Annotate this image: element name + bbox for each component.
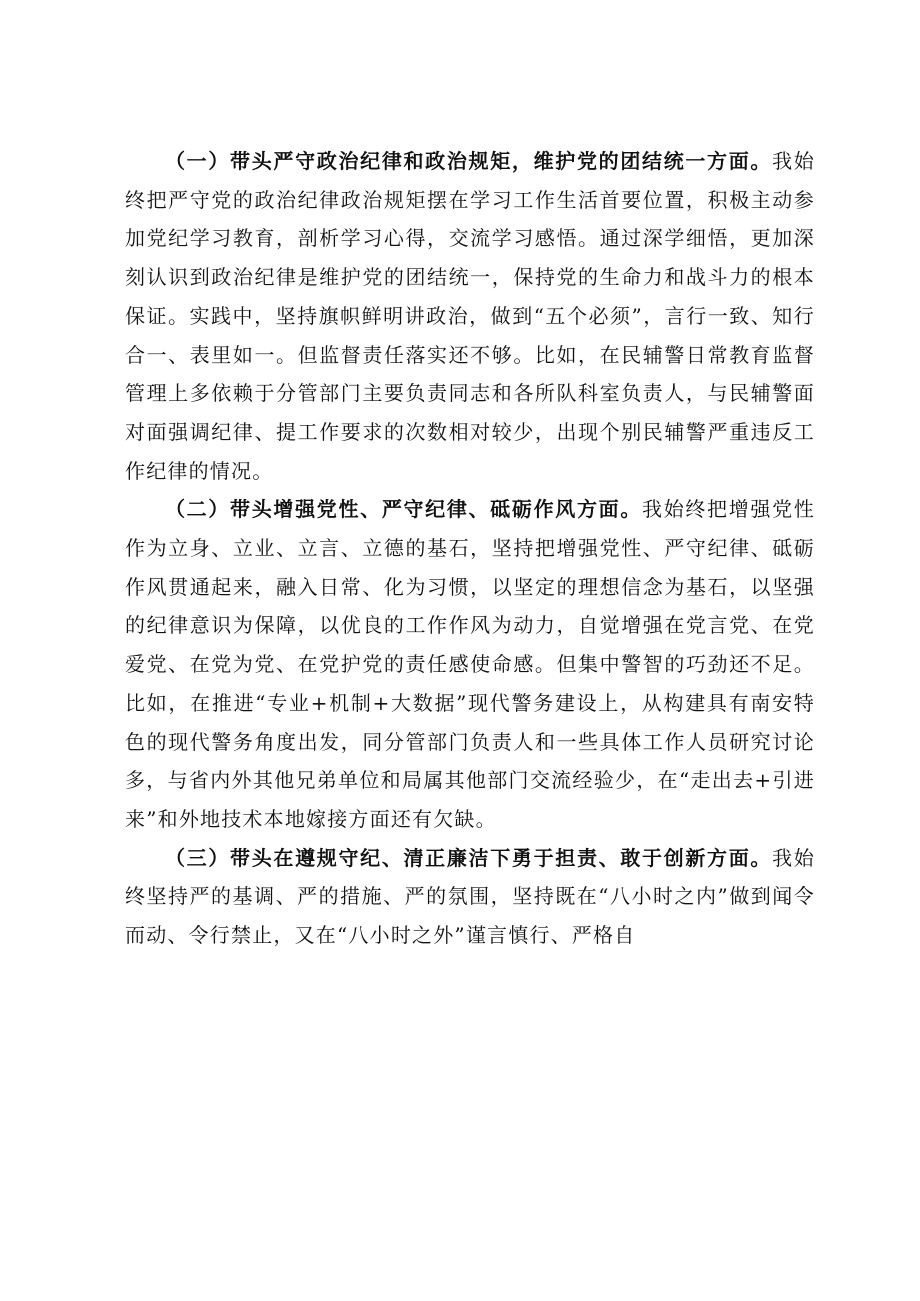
paragraph-2 <box>125 490 815 838</box>
paragraph-1 <box>125 142 815 490</box>
paragraph-3 <box>125 839 815 955</box>
paragraph-2-text: 我始终把增强党性作为立身、立业、立言、立德的基石，坚持把增强党性、严守纪律、砥砺作风贯通起来，融入日常、化为习惯，以坚定的理想信念为基石，以坚强的纪律意识为保障，以优良的工作作风为动力，自觉增强在党言党、在党爱党、在党为党、在党护党的责任感使命感。但集中警智的巧劲还不足。比如，在推进“专业+机制+大数据”现代警务建设上，从构建具有南安特色的现代警务角度出发，同分管部门负责人和一些具体工作人员研究讨论多，与省内外其他兄弟单位和局属其他部门交流经验少，在“走出去+引进来”和外地技术本地嫁接方面还有欠缺。 <box>125 497 815 831</box>
paragraph-1-heading: （一）带头严守政治纪律和政治规矩，维护党的团结统一方面。 <box>165 149 773 173</box>
paragraph-1-text: 我始终把严守党的政治纪律政治规矩摆在学习工作生活首要位置，积极主动参加党纪学习教育，剖析学习心得，交流学习感悟。通过深学细悟，更加深刻认识到政治纪律是维护党的团结统一，保持党的生命力和战斗力的根本保证。实践中，坚持旗帜鲜明讲政治，做到“五个必须”，言行一致、知行合一、表里如一。但监督责任落实还不够。比如，在民辅警日常教育监督管理上多依赖于分管部门主要负责同志和各所队科室负责人，与民辅警面对面强调纪律、提工作要求的次数相对较少，出现个别民辅警严重违反工作纪律的情况。 <box>125 149 815 483</box>
paragraph-3-text: 我始终坚持严的基调、严的措施、严的氛围，坚持既在“八小时之内”做到闻令而动、令行禁止，又在“八小时之外”谨言慎行、严格自 <box>125 845 815 948</box>
paragraph-2-heading: （二）带头增强党性、严守纪律、砥砺作风方面。 <box>165 497 643 522</box>
paragraph-3-heading: （三）带头在遵规守纪、清正廉洁下勇于担责、敢于创新方面。 <box>165 845 773 870</box>
document-body <box>125 142 815 955</box>
